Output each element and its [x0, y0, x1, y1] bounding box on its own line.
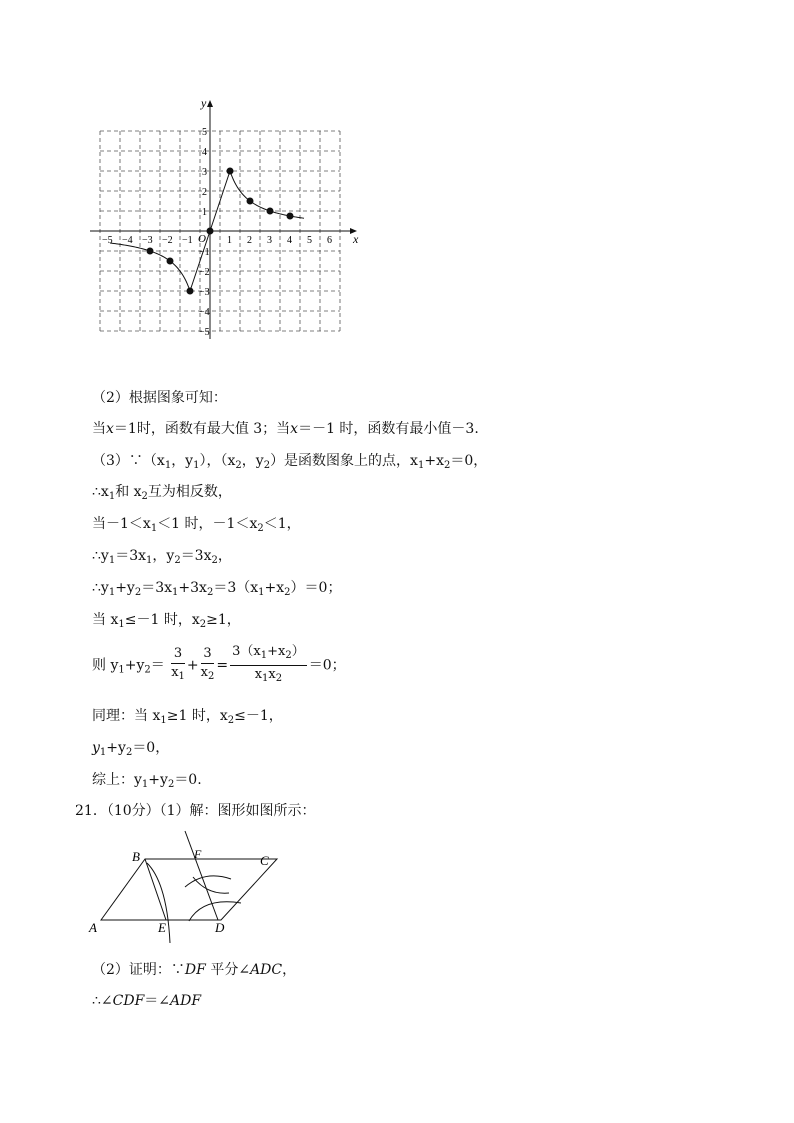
fraction-3-over-x2: $\frac{3}{x_2}$ [200, 646, 215, 682]
y-tick-label: 2 [202, 187, 207, 198]
x-axis-label: x [353, 232, 359, 246]
data-point [287, 213, 294, 220]
data-point [187, 288, 194, 295]
data-point [207, 228, 214, 235]
line-case2: 当 $x_1\le-1$ 时，$x_2\ge 1$， [92, 612, 241, 630]
y-tick-label: 3 [202, 167, 207, 178]
data-point [267, 208, 274, 215]
x-tick-labels [102, 235, 332, 246]
line-opposites: $\therefore x_1$和 $x_2$互为相反数， [92, 484, 232, 502]
y-tick-label: −1 [199, 247, 210, 258]
line-case1: 当$-1<x_1<1$ 时，$-1<x_2<1$， [92, 516, 301, 534]
x-tick-label: 4 [287, 235, 292, 246]
data-point [247, 198, 254, 205]
x-tick-label: −5 [102, 235, 113, 246]
label-E: E [158, 920, 166, 935]
line-case1-sum: $\therefore y_1+y_2=3x_1+3x_2=3(x_1+x_2)=0$； [92, 580, 342, 598]
line-conclusion: 综上：$y_1+y_2=0$. [92, 772, 202, 790]
parallelogram-figure [85, 825, 285, 950]
x-tick-label: 6 [327, 235, 332, 246]
part2-conclusion: 当x＝1时，函数有最大值 3；当x＝－1 时，函数有最小值－3. [92, 421, 479, 437]
line-similarly: 同理：当 $x_1\ge 1$ 时，$x_2\le-1$， [92, 708, 283, 726]
line-case2-sum: 则 $y_1+y_2=$ $\frac{3}{x_1}$ + $\frac{3}{x_2}$ = $\frac{3(x_1+x_2)}{x_1x_2}$ ＝0； [92, 643, 346, 693]
part3-premise: $(3)\because(x_1$，$y_1$），（$x_2$，$y_2$）是函数图象上的点，$x_1+x_2=0$， [92, 453, 488, 471]
y-tick-label: 1 [202, 207, 207, 218]
y-tick-label: 5 [202, 127, 207, 138]
x-tick-label: −2 [162, 235, 173, 246]
x-tick-label: −4 [122, 235, 133, 246]
x-tick-label: 3 [267, 235, 272, 246]
x-tick-label: 5 [307, 235, 312, 246]
y-tick-label: −5 [199, 327, 210, 338]
x-tick-label: −3 [142, 235, 153, 246]
label-F: F [194, 847, 202, 861]
y-tick-label: −3 [199, 287, 210, 298]
segment-BE [145, 859, 166, 920]
fraction-3-over-x1: $\frac{3}{x_1}$ [171, 646, 185, 682]
label-C: C [260, 853, 269, 868]
function-graph [85, 92, 370, 347]
y-tick-label: −4 [199, 307, 210, 318]
y-tick-label: 4 [202, 147, 207, 158]
x-tick-label: 1 [227, 235, 232, 246]
part2-proof-premise: （2）证明：∵DF 平分∠ADC， [92, 962, 297, 978]
label-D: D [215, 920, 225, 935]
question-21-heading: 21．（10分）（1）解：图形如图所示： [75, 803, 316, 819]
label-A: A [89, 920, 97, 935]
y-axis-arrow [207, 100, 213, 107]
fraction-combined: $\frac{3(x_1+x_2)}{x_1x_2}$ [232, 644, 305, 684]
data-point [167, 258, 174, 265]
origin-label: O [198, 233, 206, 245]
label-B: B [132, 849, 140, 864]
line-similarly-sum: $y_1+y_2=0$， [92, 740, 170, 758]
line-case1-values: $\therefore y_1=3x_1$，$y_2=3x_2$， [92, 548, 232, 566]
arc-crossing-1 [185, 876, 231, 887]
part2-proof-step: ∴∠CDF＝∠ADF [92, 993, 202, 1009]
parallelogram-ABCD [101, 859, 277, 920]
y-axis-label: y [201, 96, 207, 110]
x-tick-label: 2 [247, 235, 252, 246]
y-tick-label: −2 [199, 267, 210, 278]
arc-crossing-2 [193, 877, 229, 893]
data-point [147, 248, 154, 255]
part2-title: （2）根据图象可知： [92, 390, 227, 406]
data-point [227, 168, 234, 175]
x-tick-label: −1 [182, 235, 193, 246]
